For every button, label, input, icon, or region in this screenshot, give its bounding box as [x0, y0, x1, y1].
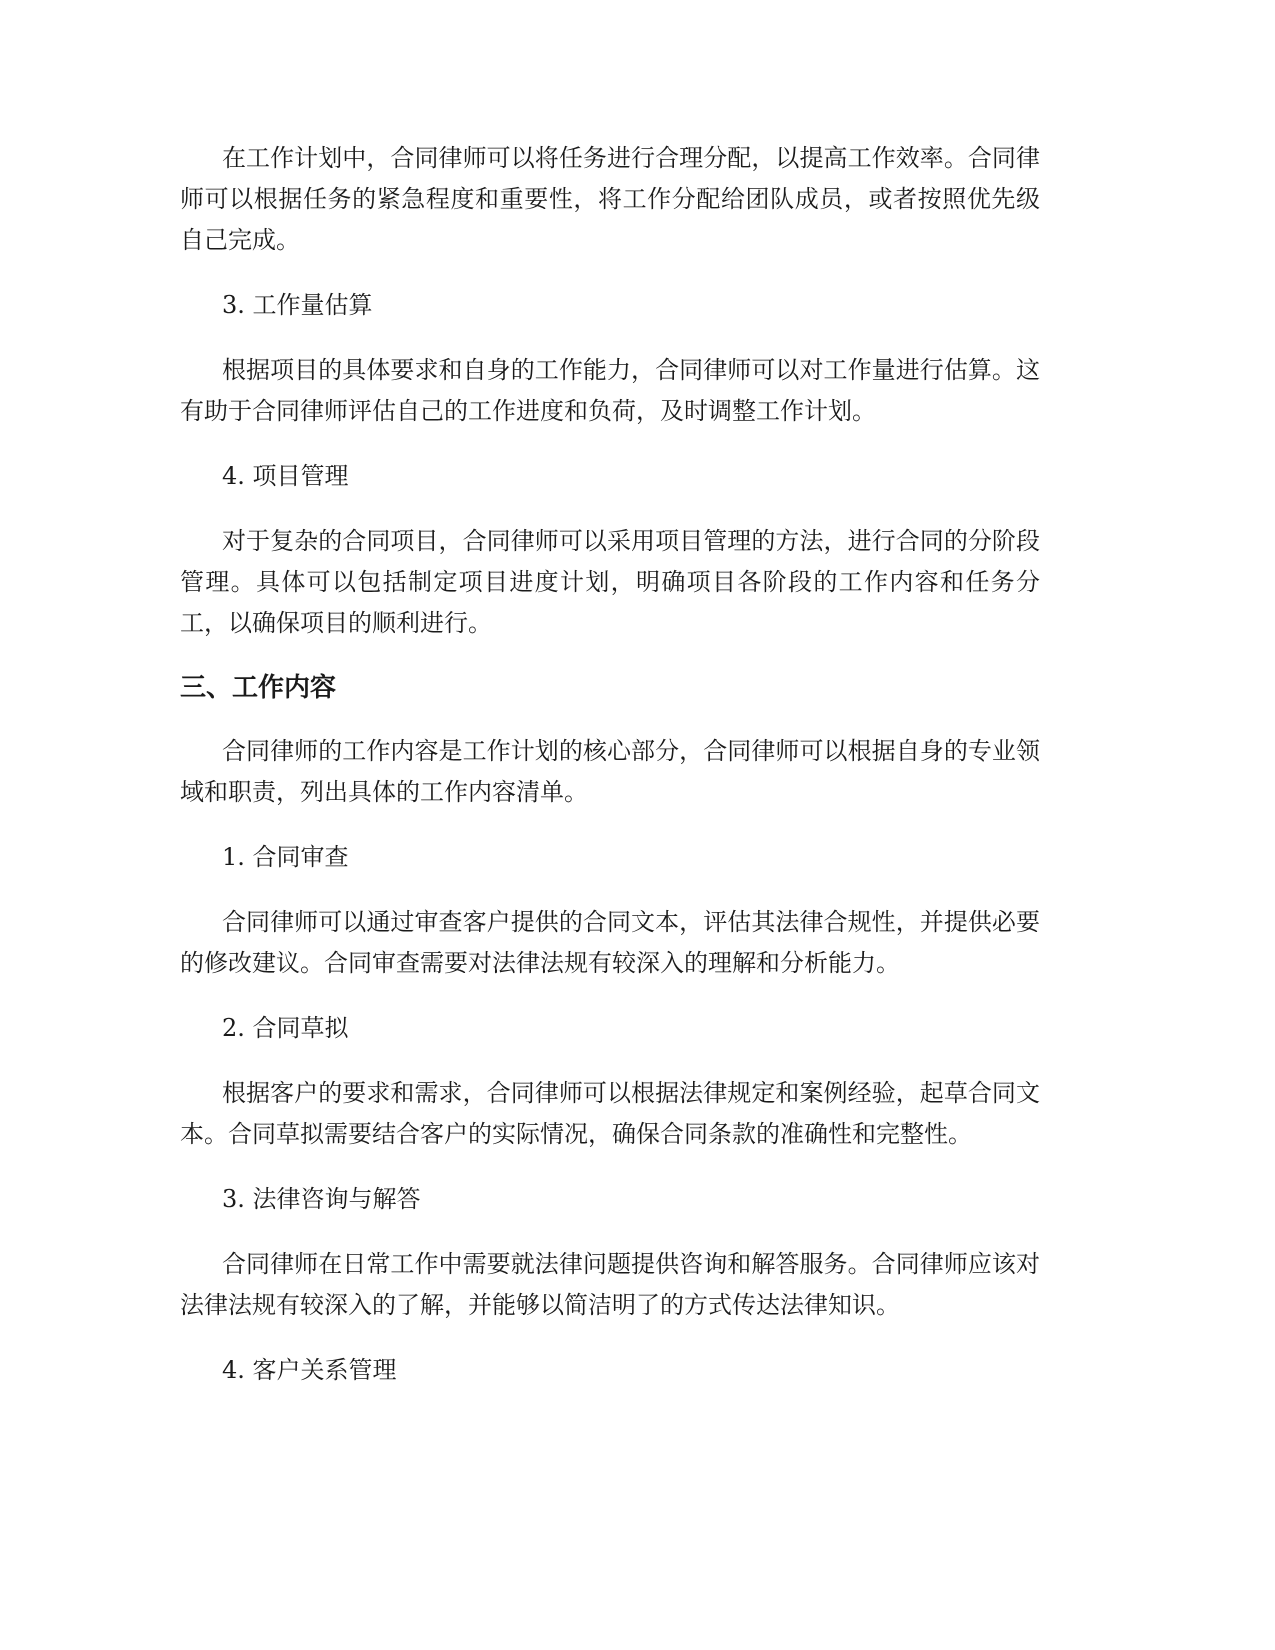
document-page — [180, 138, 1040, 1415]
item-legal-consulting: 3. 法律咨询与解答 — [222, 1185, 421, 1213]
paragraph-contract-drafting: 根据客户的要求和需求，合同律师可以根据法律规定和案例经验，起草合同文本。合同草拟需要结合客户的实际情况，确保合同条款的准确性和完整性。 — [180, 1079, 1040, 1148]
paragraph-contract-review: 合同律师可以通过审查客户提供的合同文本，评估其法律合规性，并提供必要的修改建议。合同审查需要对法律法规有较深入的理解和分析能力。 — [180, 908, 1040, 977]
paragraph-project-management: 对于复杂的合同项目，合同律师可以采用项目管理的方法，进行合同的分阶段管理。具体可以包括制定项目进度计划，明确项目各阶段的工作内容和任务分工，以确保项目的顺利进行。 — [180, 527, 1040, 637]
paragraph-workload-estimation: 根据项目的具体要求和自身的工作能力，合同律师可以对工作量进行估算。这有助于合同律师评估自己的工作进度和负荷，及时调整工作计划。 — [180, 356, 1040, 425]
paragraph-legal-consulting: 合同律师在日常工作中需要就法律问题提供咨询和解答服务。合同律师应该对法律法规有较深入的了解，并能够以简洁明了的方式传达法律知识。 — [180, 1250, 1040, 1319]
item-project-management: 4. 项目管理 — [222, 462, 349, 490]
item-contract-review: 1. 合同审查 — [222, 843, 349, 871]
paragraph-work-content-intro: 合同律师的工作内容是工作计划的核心部分，合同律师可以根据自身的专业领域和职责，列出具体的工作内容清单。 — [180, 737, 1040, 806]
paragraph-task-allocation: 在工作计划中，合同律师可以将任务进行合理分配，以提高工作效率。合同律师可以根据任务的紧急程度和重要性，将工作分配给团队成员，或者按照优先级自己完成。 — [180, 144, 1040, 254]
item-workload-estimation: 3. 工作量估算 — [222, 291, 373, 319]
section-heading-work-content: 三、工作内容 — [180, 673, 337, 703]
item-client-relationship: 4. 客户关系管理 — [222, 1356, 397, 1384]
item-contract-drafting: 2. 合同草拟 — [222, 1014, 349, 1042]
